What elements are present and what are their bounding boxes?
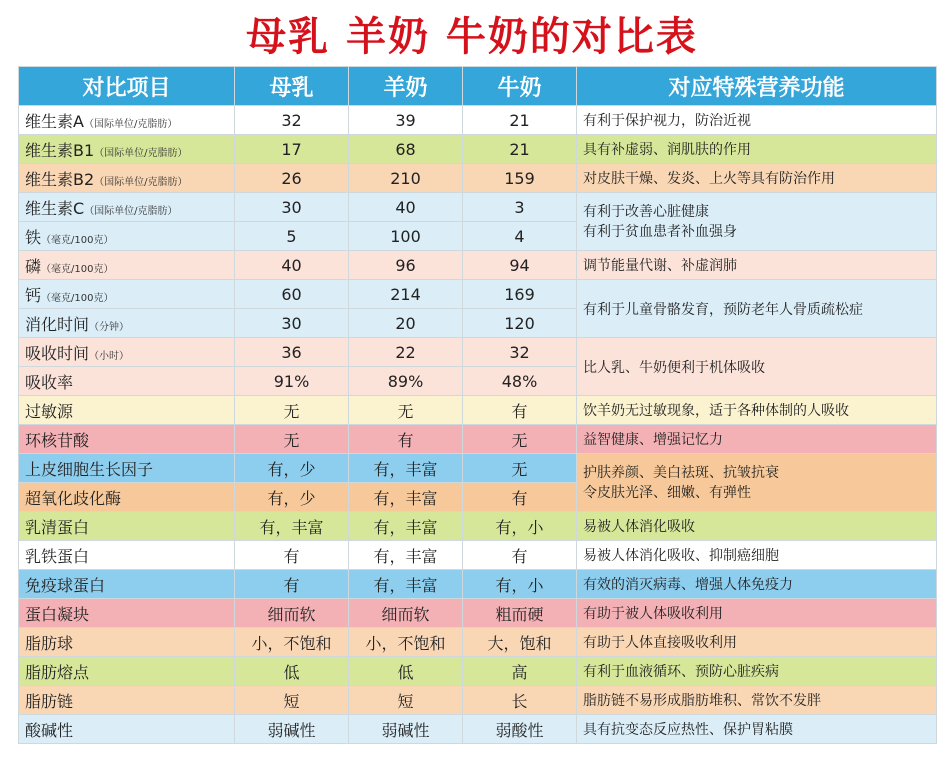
function-text: 易被人体消化吸收 bbox=[577, 512, 937, 541]
cow-milk-value: 长 bbox=[463, 686, 577, 715]
cow-milk-value: 无 bbox=[463, 454, 577, 483]
breast-milk-value: 有，丰富 bbox=[235, 512, 349, 541]
breast-milk-value: 60 bbox=[235, 280, 349, 309]
breast-milk-value: 有 bbox=[235, 541, 349, 570]
function-text: 益智健康、增强记忆力 bbox=[577, 425, 937, 454]
table-row bbox=[19, 251, 937, 280]
cow-milk-value: 有，小 bbox=[463, 512, 577, 541]
cow-milk-value: 大，饱和 bbox=[463, 628, 577, 657]
function-text: 有效的消灭病毒、增强人体免疫力 bbox=[577, 570, 937, 599]
cow-milk-value: 120 bbox=[463, 309, 577, 338]
breast-milk-value: 无 bbox=[235, 425, 349, 454]
row-label: 磷（毫克/100克） bbox=[19, 251, 235, 280]
header-function: 对应特殊营养功能 bbox=[577, 67, 937, 106]
goat-milk-value: 无 bbox=[349, 396, 463, 425]
goat-milk-value: 有，丰富 bbox=[349, 570, 463, 599]
table-row bbox=[19, 570, 937, 599]
breast-milk-value: 30 bbox=[235, 193, 349, 222]
breast-milk-value: 细而软 bbox=[235, 599, 349, 628]
row-label: 免疫球蛋白 bbox=[19, 570, 235, 599]
function-text: 护肤养颜、美白祛斑、抗皱抗衰 令皮肤光泽、细嫩、有弹性 bbox=[577, 454, 937, 512]
cow-milk-value: 94 bbox=[463, 251, 577, 280]
row-label: 脂肪球 bbox=[19, 628, 235, 657]
cow-milk-value: 4 bbox=[463, 222, 577, 251]
table-row bbox=[19, 715, 937, 744]
goat-milk-value: 214 bbox=[349, 280, 463, 309]
row-label: 上皮细胞生长因子 bbox=[19, 454, 235, 483]
function-text: 调节能量代谢、补虚润肺 bbox=[577, 251, 937, 280]
function-text: 具有抗变态反应热性、保护胃粘膜 bbox=[577, 715, 937, 744]
row-label: 乳铁蛋白 bbox=[19, 541, 235, 570]
cow-milk-value: 21 bbox=[463, 135, 577, 164]
goat-milk-value: 100 bbox=[349, 222, 463, 251]
goat-milk-value: 有 bbox=[349, 425, 463, 454]
goat-milk-value: 210 bbox=[349, 164, 463, 193]
table-row bbox=[19, 425, 937, 454]
header-breast-milk: 母乳 bbox=[235, 67, 349, 106]
breast-milk-value: 32 bbox=[235, 106, 349, 135]
function-text: 有助于人体直接吸收利用 bbox=[577, 628, 937, 657]
goat-milk-value: 40 bbox=[349, 193, 463, 222]
goat-milk-value: 有，丰富 bbox=[349, 454, 463, 483]
table-row bbox=[19, 164, 937, 193]
row-label: 脂肪熔点 bbox=[19, 657, 235, 686]
row-label: 维生素B2（国际单位/克脂肪） bbox=[19, 164, 235, 193]
row-label: 蛋白凝块 bbox=[19, 599, 235, 628]
function-text: 有利于血液循环、预防心脏疾病 bbox=[577, 657, 937, 686]
breast-milk-value: 5 bbox=[235, 222, 349, 251]
cow-milk-value: 159 bbox=[463, 164, 577, 193]
function-text: 有助于被人体吸收利用 bbox=[577, 599, 937, 628]
table-row bbox=[19, 396, 937, 425]
table-row bbox=[19, 135, 937, 164]
table-row bbox=[19, 338, 937, 367]
table-row bbox=[19, 106, 937, 135]
cow-milk-value: 高 bbox=[463, 657, 577, 686]
cow-milk-value: 有 bbox=[463, 396, 577, 425]
comparison-table bbox=[18, 66, 937, 744]
function-text: 有利于保护视力，防治近视 bbox=[577, 106, 937, 135]
breast-milk-value: 有 bbox=[235, 570, 349, 599]
function-text: 具有补虚弱、润肌肤的作用 bbox=[577, 135, 937, 164]
cow-milk-value: 48% bbox=[463, 367, 577, 396]
goat-milk-value: 89% bbox=[349, 367, 463, 396]
table-row bbox=[19, 599, 937, 628]
goat-milk-value: 20 bbox=[349, 309, 463, 338]
header-cow-milk: 牛奶 bbox=[463, 67, 577, 106]
function-text: 比人乳、牛奶便利于机体吸收 bbox=[577, 338, 937, 396]
row-label: 超氧化歧化酶 bbox=[19, 483, 235, 512]
row-label: 酸碱性 bbox=[19, 715, 235, 744]
goat-milk-value: 有，丰富 bbox=[349, 541, 463, 570]
row-label: 吸收时间（小时） bbox=[19, 338, 235, 367]
goat-milk-value: 68 bbox=[349, 135, 463, 164]
cow-milk-value: 粗而硬 bbox=[463, 599, 577, 628]
cow-milk-value: 169 bbox=[463, 280, 577, 309]
table-row bbox=[19, 657, 937, 686]
goat-milk-value: 有，丰富 bbox=[349, 483, 463, 512]
row-label: 环核苷酸 bbox=[19, 425, 235, 454]
breast-milk-value: 低 bbox=[235, 657, 349, 686]
row-label: 乳清蛋白 bbox=[19, 512, 235, 541]
goat-milk-value: 短 bbox=[349, 686, 463, 715]
page-title: 母乳 羊奶 牛奶的对比表 bbox=[246, 13, 698, 60]
table-row bbox=[19, 541, 937, 570]
breast-milk-value: 无 bbox=[235, 396, 349, 425]
cow-milk-value: 有 bbox=[463, 541, 577, 570]
cow-milk-value: 无 bbox=[463, 425, 577, 454]
function-text: 对皮肤干燥、发炎、上火等具有防治作用 bbox=[577, 164, 937, 193]
cow-milk-value: 3 bbox=[463, 193, 577, 222]
header-row bbox=[19, 67, 937, 106]
table-row bbox=[19, 686, 937, 715]
table-row bbox=[19, 454, 937, 483]
goat-milk-value: 39 bbox=[349, 106, 463, 135]
breast-milk-value: 小，不饱和 bbox=[235, 628, 349, 657]
row-label: 过敏源 bbox=[19, 396, 235, 425]
header-goat-milk: 羊奶 bbox=[349, 67, 463, 106]
goat-milk-value: 小，不饱和 bbox=[349, 628, 463, 657]
breast-milk-value: 30 bbox=[235, 309, 349, 338]
breast-milk-value: 短 bbox=[235, 686, 349, 715]
cow-milk-value: 有 bbox=[463, 483, 577, 512]
function-text: 有利于儿童骨骼发育，预防老年人骨质疏松症 bbox=[577, 280, 937, 338]
row-label: 钙（毫克/100克） bbox=[19, 280, 235, 309]
row-label: 铁（毫克/100克） bbox=[19, 222, 235, 251]
table-row bbox=[19, 512, 937, 541]
goat-milk-value: 弱碱性 bbox=[349, 715, 463, 744]
row-label: 维生素C（国际单位/克脂肪） bbox=[19, 193, 235, 222]
row-label: 吸收率 bbox=[19, 367, 235, 396]
function-text: 有利于改善心脏健康 有利于贫血患者补血强身 bbox=[577, 193, 937, 251]
cow-milk-value: 弱酸性 bbox=[463, 715, 577, 744]
breast-milk-value: 有，少 bbox=[235, 454, 349, 483]
table-row bbox=[19, 280, 937, 309]
breast-milk-value: 弱碱性 bbox=[235, 715, 349, 744]
breast-milk-value: 有，少 bbox=[235, 483, 349, 512]
breast-milk-value: 36 bbox=[235, 338, 349, 367]
table-row bbox=[19, 628, 937, 657]
cow-milk-value: 21 bbox=[463, 106, 577, 135]
breast-milk-value: 91% bbox=[235, 367, 349, 396]
goat-milk-value: 低 bbox=[349, 657, 463, 686]
function-text: 脂肪链不易形成脂肪堆积、常饮不发胖 bbox=[577, 686, 937, 715]
row-label: 维生素A（国际单位/克脂肪） bbox=[19, 106, 235, 135]
header-item: 对比项目 bbox=[19, 67, 235, 106]
row-label: 脂肪链 bbox=[19, 686, 235, 715]
row-label: 维生素B1（国际单位/克脂肪） bbox=[19, 135, 235, 164]
table-row bbox=[19, 193, 937, 222]
goat-milk-value: 22 bbox=[349, 338, 463, 367]
function-text: 易被人体消化吸收、抑制癌细胞 bbox=[577, 541, 937, 570]
function-text: 饮羊奶无过敏现象，适于各种体制的人吸收 bbox=[577, 396, 937, 425]
cow-milk-value: 有，小 bbox=[463, 570, 577, 599]
goat-milk-value: 96 bbox=[349, 251, 463, 280]
breast-milk-value: 17 bbox=[235, 135, 349, 164]
row-label: 消化时间（分钟） bbox=[19, 309, 235, 338]
goat-milk-value: 有，丰富 bbox=[349, 512, 463, 541]
goat-milk-value: 细而软 bbox=[349, 599, 463, 628]
cow-milk-value: 32 bbox=[463, 338, 577, 367]
breast-milk-value: 26 bbox=[235, 164, 349, 193]
breast-milk-value: 40 bbox=[235, 251, 349, 280]
